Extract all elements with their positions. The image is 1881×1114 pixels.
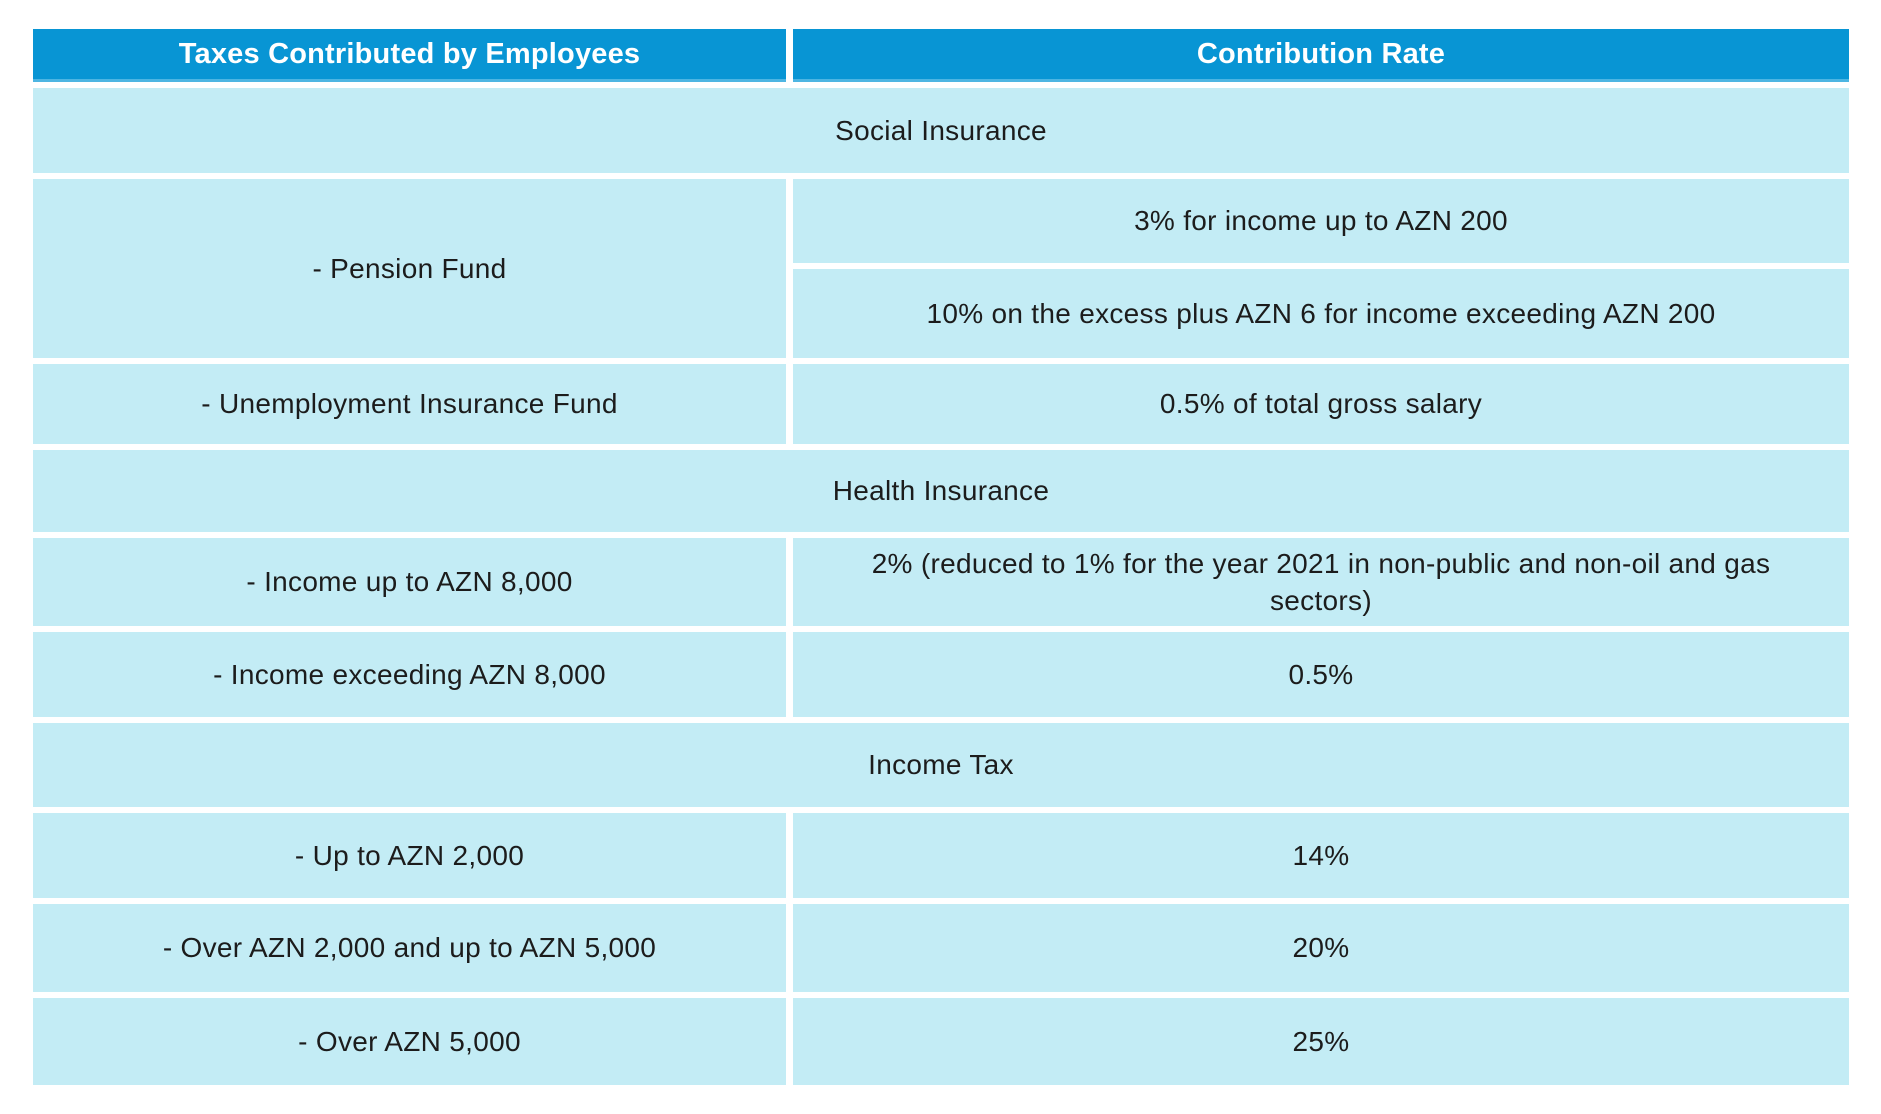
section-title: Income Tax [868,749,1014,780]
section-title-cell [33,723,1849,807]
table-row-over-2000-up-to-5000 [33,904,1849,992]
tax-label-cell-income-exceeding-8000 [33,632,786,717]
column-header-taxes [33,29,786,82]
rate-value: 25% [1292,1025,1350,1057]
tax-label-cell-over-5000 [33,998,786,1085]
section-title: Health Insurance [832,475,1050,506]
section-title-cell [33,88,1849,173]
table-header-row [33,29,1849,82]
rate-cell-unemployment [793,364,1849,444]
tax-label-cell-up-to-2000 [33,813,786,898]
tax-label: - Over AZN 2,000 and up to AZN 5,000 [162,932,657,963]
tax-label-cell-unemployment [33,364,786,444]
rate-value: 2% (reduced to 1% for the year 2021 in non-public and non-oil and gas sectors) [871,548,1771,616]
rate-cell-pension-tier2 [793,269,1849,358]
rate-cell-over-5000 [793,998,1849,1085]
section-row-social-insurance [33,88,1849,173]
rate-value: 10% on the excess plus AZN 6 for income exceeding AZN 200 [926,297,1716,329]
column-header-taxes-label: Taxes Contributed by Employees [178,37,641,70]
table-row-unemployment-fund [33,364,1849,444]
tax-label: - Pension Fund [312,252,507,284]
column-header-rate [793,29,1849,82]
rate-value: 3% for income up to AZN 200 [1134,205,1508,236]
tax-label: - Up to AZN 2,000 [294,839,525,871]
tax-label-cell-over-2000-up-to-5000 [33,904,786,992]
table-row-pension-fund [33,179,1849,358]
tax-label-cell-income-up-to-8000 [33,538,786,626]
table-row-over-5000 [33,998,1849,1085]
rate-value: 20% [1292,932,1350,963]
rate-value: 0.5% [1288,658,1354,690]
rate-value: 14% [1292,839,1350,871]
rate-stack-pension-fund [793,179,1849,358]
table-row-income-up-to-8000 [33,538,1849,626]
rate-cell-up-to-2000 [793,813,1849,898]
tax-label-cell-pension-fund [33,179,786,358]
rate-cell-income-exceeding-8000 [793,632,1849,717]
tax-label: - Income exceeding AZN 8,000 [213,658,606,690]
section-row-health-insurance [33,450,1849,532]
rate-value: 0.5% of total gross salary [1159,388,1483,419]
table-row-income-exceeding-8000 [33,632,1849,717]
tax-label: - Over AZN 5,000 [298,1025,521,1057]
section-row-income-tax [33,723,1849,807]
tax-contribution-table [33,29,1849,1091]
table-row-up-to-2000 [33,813,1849,898]
tax-label: - Income up to AZN 8,000 [246,566,573,597]
rate-cell-pension-tier1 [793,179,1849,263]
column-header-rate-label: Contribution Rate [1196,37,1446,70]
section-title: Social Insurance [835,114,1047,146]
rate-cell-over-2000-up-to-5000 [793,904,1849,992]
tax-label: - Unemployment Insurance Fund [201,388,618,419]
rate-cell-income-up-to-8000 [793,538,1849,626]
section-title-cell [33,450,1849,532]
